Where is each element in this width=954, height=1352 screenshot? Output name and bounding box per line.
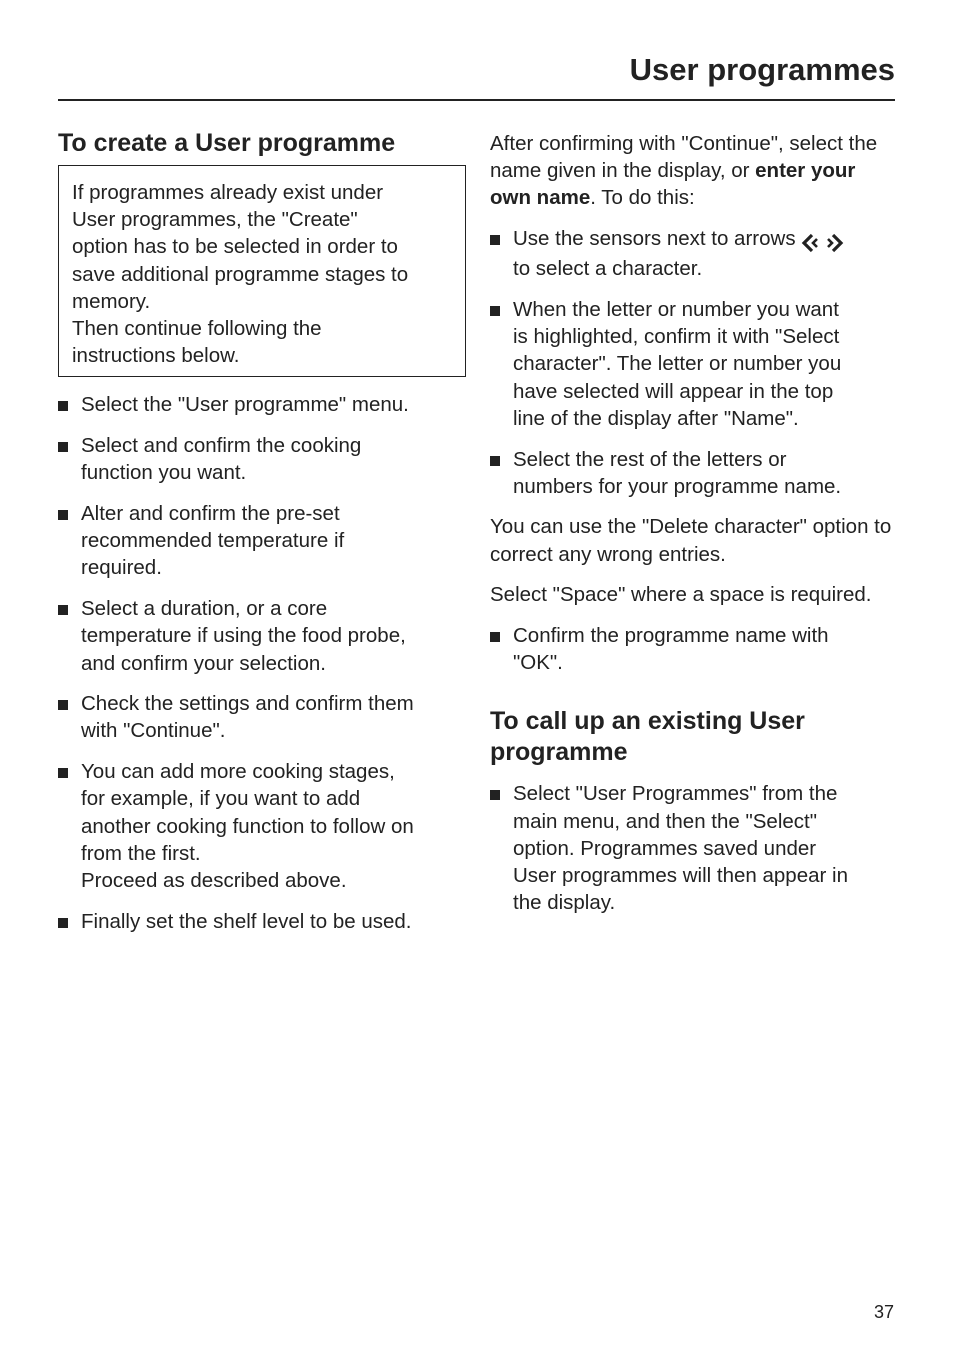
bullet-square-icon bbox=[58, 700, 68, 710]
list-item: Finally set the shelf level to be used. bbox=[58, 908, 466, 935]
arrow-left-icon bbox=[800, 233, 820, 253]
bullet-square-icon bbox=[58, 918, 68, 928]
page-title: User programmes bbox=[629, 52, 895, 87]
bullet-square-icon bbox=[58, 768, 68, 778]
list-item: Select the "User programme" menu. bbox=[58, 391, 466, 418]
list-item: Select "User Programmes" from the main menu, and then the "Select" option. Programmes saved under User programmes will then appear in the display. bbox=[490, 780, 894, 916]
bullet-square-icon bbox=[490, 306, 500, 316]
list-item: Use the sensors next to arrows to select a character. bbox=[490, 225, 894, 282]
bullet-square-icon bbox=[490, 456, 500, 466]
list-item: Check the settings and confirm them with "Continue". bbox=[58, 690, 466, 744]
list-item: Select a duration, or a core temperature if using the food probe, and confirm your selection. bbox=[58, 595, 466, 677]
bullet-square-icon bbox=[58, 401, 68, 411]
arrow-icons bbox=[800, 228, 846, 255]
list-item: Alter and confirm the pre-set recommended temperature if required. bbox=[58, 500, 466, 582]
bullet-square-icon bbox=[58, 442, 68, 452]
emphasis-text: enter your own name bbox=[490, 159, 856, 210]
space-paragraph: Select "Space" where a space is required. bbox=[490, 583, 872, 607]
name-steps-list bbox=[490, 225, 894, 500]
left-column bbox=[58, 127, 466, 948]
bullet-square-icon bbox=[58, 510, 68, 520]
page-number: 37 bbox=[873, 1302, 894, 1322]
bullet-square-icon bbox=[490, 790, 500, 800]
list-item: When the letter or number you want is highlighted, confirm it with "Select character". The letter or number you have selected will appear in the top line of the display after "Name". bbox=[490, 296, 894, 432]
bullet-square-icon bbox=[490, 235, 500, 245]
list-item: Select and confirm the cooking function you want. bbox=[58, 432, 466, 486]
confirm-list bbox=[490, 622, 894, 676]
arrow-right-icon bbox=[825, 233, 845, 253]
bullet-square-icon bbox=[58, 605, 68, 615]
list-item: Confirm the programme name with "OK". bbox=[490, 622, 894, 676]
list-item: Select the rest of the letters or numbers for your programme name. bbox=[490, 446, 894, 500]
call-up-list bbox=[490, 780, 894, 916]
right-column bbox=[490, 130, 894, 930]
create-programme-heading: To create a User programme bbox=[58, 129, 396, 157]
bullet-square-icon bbox=[490, 632, 500, 642]
intro-paragraph: After confirming with "Continue", select the name given in the display, or enter your own name. To do this: bbox=[490, 132, 878, 210]
list-item: You can add more cooking stages, for example, if you want to add another cooking function to follow on from the first. Proceed as described above. bbox=[58, 758, 466, 894]
create-steps-list bbox=[58, 391, 466, 934]
page-header bbox=[58, 52, 895, 101]
note-box bbox=[58, 165, 466, 377]
delete-character-paragraph: You can use the "Delete character" option to correct any wrong entries. bbox=[490, 515, 892, 566]
call-up-programme-heading: To call up an existing User programme bbox=[490, 707, 805, 767]
note-text: If programmes already exist under User programmes, the "Create" option has to be selected in order to save additional programme stages to memory. Then continue following the instructions below. bbox=[72, 181, 409, 368]
